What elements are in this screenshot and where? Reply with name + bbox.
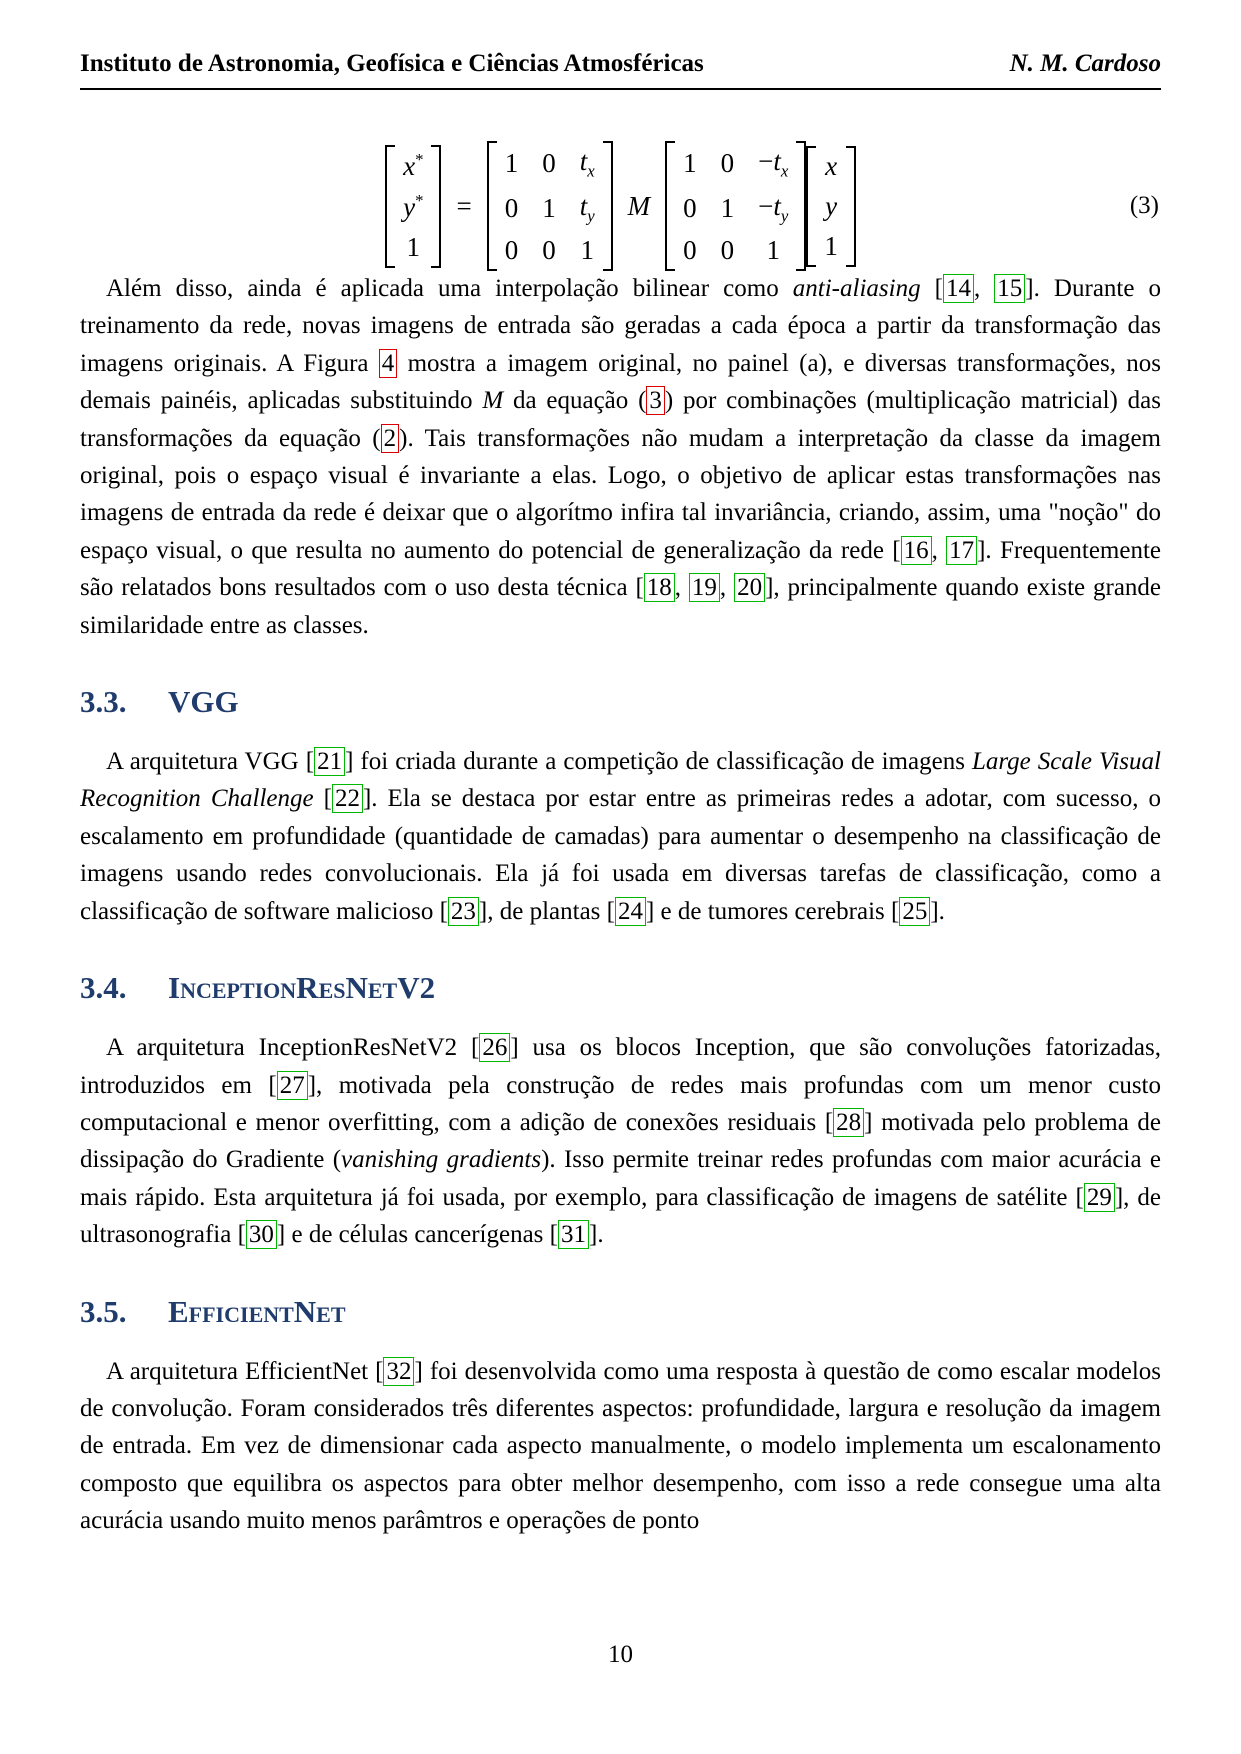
math-base: 0: [504, 234, 519, 265]
matrix-cell: [580, 235, 594, 266]
section-number: 3.4.: [80, 970, 127, 1006]
matrix-cell: [580, 146, 595, 181]
matrix-cells: [675, 141, 796, 271]
citation-ref-16[interactable]: 16: [901, 536, 932, 565]
figure-ref-4[interactable]: 4: [379, 349, 398, 378]
citation-ref-26[interactable]: 26: [479, 1033, 510, 1062]
math-base: t: [579, 146, 588, 177]
italic-text: M: [482, 387, 504, 415]
math-subscript: y: [587, 205, 595, 225]
math-base: 0: [504, 192, 519, 223]
paragraph-augmentation: Além disso, ainda é aplicada uma interpolação bilinear como anti-aliasing [ 14 , 15 ]. Durante o treinamento da rede, novas imagens de entrada são geradas a cada época a partir da transformação das imagens originais. A Figura 4 mostra a imagem original, no painel (a), e diversas transformações, nos demais painéis, aplicadas substituindo M da equação ( 3 ) por combinações (multiplicação matricial) das transformações da equação ( 2 ). Tais transformações não mudam a interpretação da classe da imagem original, pois o espaço visual é invariante a elas. Logo, o objetivo de aplicar estas transformações nas imagens de entrada da rede é deixar que o algorítmo infira tal invariância, criando, assim, uma "noção" do espaço visual, o que resulta no aumento do potencial de generalização da rede [ 16 , 17 ]. Frequentemente são relatados bons resultados com o uso desta técnica [ 18 , 19 , 20 ], principalmente quando existe grande similaridade entre as classes.: [80, 275, 1162, 639]
math-subscript: x: [780, 161, 789, 181]
citation-ref-18[interactable]: 18: [644, 573, 675, 602]
equation-ref-2[interactable]: 2: [381, 424, 400, 453]
section-heading-vgg: [80, 682, 1161, 722]
math-base: t: [773, 146, 781, 177]
math-base: y: [825, 190, 838, 221]
matrix-cells: [816, 146, 846, 267]
section-heading-efficientnet: [80, 1292, 1161, 1332]
citation-ref-32[interactable]: 32: [383, 1357, 414, 1386]
italic-text: vanishing gradients: [341, 1146, 542, 1174]
header-author: N. M. Cardoso: [1009, 50, 1161, 77]
citation-ref-24[interactable]: 24: [615, 897, 646, 926]
matrix-bracket-right: [603, 141, 613, 271]
math-base: 0: [720, 148, 735, 179]
paragraph-efficientnet: A arquitetura EfficientNet [ 32 ] foi desenvolvida como uma resposta à questão de como escalar modelos de convolução. Foram considerados três diferentes aspectos: profundidade, largura e resolução da imagem de entrada. Em vez de dimensionar cada aspecto manualmente, o modelo implementa um escalonamento composto que equilibra os aspectos para obter melhor desempenho, com isso a rede consegue uma alta acurácia usando muito menos parâmtros e operações de ponto: [80, 1357, 1162, 1535]
math-base: 0: [683, 192, 697, 223]
math-base: x: [403, 150, 416, 181]
matrix-cell: [721, 193, 735, 224]
matrix-bracket-left: [385, 145, 395, 268]
matrix-cell: [825, 151, 837, 182]
matrix-cell: [767, 235, 781, 266]
matrix-cell: [683, 148, 697, 179]
matrix-cell: [505, 193, 519, 224]
matrix-cell: [683, 235, 697, 266]
italic-text: Large Scale Visual Recognition Challenge: [80, 748, 1161, 813]
math-base: 1: [504, 148, 519, 179]
equation-number: (3): [1129, 192, 1159, 219]
equals-sign: =: [456, 190, 472, 221]
citation-ref-19[interactable]: 19: [689, 573, 720, 602]
matrix-cell: [505, 148, 519, 179]
matrix-cell: [580, 191, 595, 226]
math-base: 1: [580, 234, 594, 265]
math-base: 1: [720, 192, 735, 223]
math-base: 1: [824, 230, 838, 261]
math-base: 1: [683, 148, 697, 179]
matrix-cell: [824, 231, 838, 262]
math-base: t: [579, 190, 588, 221]
citation-ref-14[interactable]: 14: [943, 274, 974, 303]
citation-ref-25[interactable]: 25: [899, 897, 930, 926]
italic-text: anti-aliasing: [792, 275, 921, 302]
lhs-vector: [385, 145, 441, 268]
math-superscript: *: [415, 190, 424, 210]
matrix-cell: [407, 232, 421, 263]
rhs-vector: [806, 146, 856, 267]
section-title: VGG: [168, 684, 239, 720]
math-base: 1: [766, 234, 781, 265]
matrix-bracket-left: [665, 141, 675, 271]
citation-ref-29[interactable]: 29: [1084, 1183, 1115, 1212]
matrix-bracket-right: [431, 145, 441, 268]
equation-block: [80, 142, 1161, 270]
equation-ref-3[interactable]: 3: [646, 386, 665, 415]
equation: [385, 141, 856, 271]
inverse-translation-matrix: [665, 141, 806, 271]
matrix-cell: [542, 148, 556, 179]
math-base: x: [825, 150, 838, 181]
translation-matrix: [487, 141, 613, 271]
math-superscript: *: [415, 149, 424, 169]
document-body: [80, 270, 1161, 1540]
matrix-bracket-left: [487, 141, 497, 271]
math-subscript: y: [780, 205, 789, 225]
math-base: 1: [542, 192, 556, 223]
section-number: 3.3.: [80, 684, 127, 720]
paragraph-inceptionresnetv2: A arquitetura InceptionResNetV2 [ 26 ] usa os blocos Inception, que são convoluções fatorizadas, introduzidos em [ 27 ], motivada pela construção de redes mais profundas com um menor custo computacional e menor overfitting, com a adição de conexões residuais [ 28 ] motivada pelo problema de dissipação do Gradiente (vanishing gradients). Isso permite treinar redes profundas com maior acurácia e mais rápido. Esta arquitetura já foi usada, por exemplo, para classificação de imagens de satélite [ 29 ], de ultrasonografia [ 30 ] e de células cancerígenas [ 31 ].: [80, 1034, 1162, 1249]
math-base: t: [773, 190, 781, 221]
matrix-cell: [683, 193, 697, 224]
math-subscript: x: [587, 161, 595, 181]
citation-ref-22[interactable]: 22: [332, 784, 363, 813]
citation-ref-17[interactable]: 17: [946, 536, 977, 565]
matrix-cell: [403, 150, 423, 182]
math-base: y: [403, 191, 416, 222]
matrix-cell: [721, 148, 735, 179]
citation-ref-21[interactable]: 21: [314, 747, 345, 776]
matrix-cells: [497, 141, 603, 271]
citation-ref-15[interactable]: 15: [994, 274, 1025, 303]
math-base: 1: [406, 231, 421, 262]
math-base: 0: [720, 234, 735, 265]
section-title: EfficientNet: [168, 1293, 346, 1329]
paragraph-vgg: A arquitetura VGG [ 21 ] foi criada durante a competição de classificação de imagens Large Scale Visual Recognition Challenge [ 22 ]. Ela se destaca por estar entre as primeiras redes a adotar, com sucesso, o escalamento em profundidade (quantidade de camadas) para aumentar o desempenho na classificação de imagens usando redes convolucionais. Ela já foi usada em diversas tarefas de classificação, como a classificação de software malicioso [ 23 ], de plantas [ 24 ] e de tumores cerebrais [ 25 ].: [80, 748, 1162, 925]
math-base: 0: [542, 234, 556, 265]
math-base: 0: [683, 234, 697, 265]
citation-ref-23[interactable]: 23: [448, 897, 479, 926]
citation-ref-28[interactable]: 28: [833, 1108, 864, 1137]
matrix-cell: [825, 191, 837, 222]
citation-ref-27[interactable]: 27: [277, 1071, 308, 1100]
matrix-bracket-left: [806, 146, 816, 267]
matrix-cell: [505, 235, 519, 266]
matrix-cell: [403, 191, 423, 223]
section-number: 3.5.: [80, 1293, 127, 1329]
matrix-bracket-right: [846, 146, 856, 267]
matrix-cell: [721, 235, 735, 266]
matrix-cell: [542, 235, 556, 266]
section-title: InceptionResNetV2: [168, 970, 436, 1006]
matrix-bracket-right: [796, 141, 806, 271]
matrix-m-symbol: M: [627, 190, 651, 221]
matrix-cell: $-t_y$: [758, 190, 789, 225]
page-number: 10: [608, 1641, 633, 1668]
header-institute: Instituto de Astronomia, Geofísica e Ciências Atmosféricas: [80, 50, 704, 77]
matrix-cell: [542, 193, 556, 224]
section-heading-inceptionresnetv2: [80, 968, 1161, 1008]
matrix-cell: $-t_x$: [758, 146, 789, 181]
matrix-cells: [395, 145, 431, 268]
citation-ref-20[interactable]: 20: [734, 573, 765, 602]
citation-ref-31[interactable]: 31: [558, 1220, 589, 1249]
math-base: 0: [542, 148, 556, 179]
page-header: [80, 50, 1161, 90]
citation-ref-30[interactable]: 30: [246, 1220, 277, 1249]
